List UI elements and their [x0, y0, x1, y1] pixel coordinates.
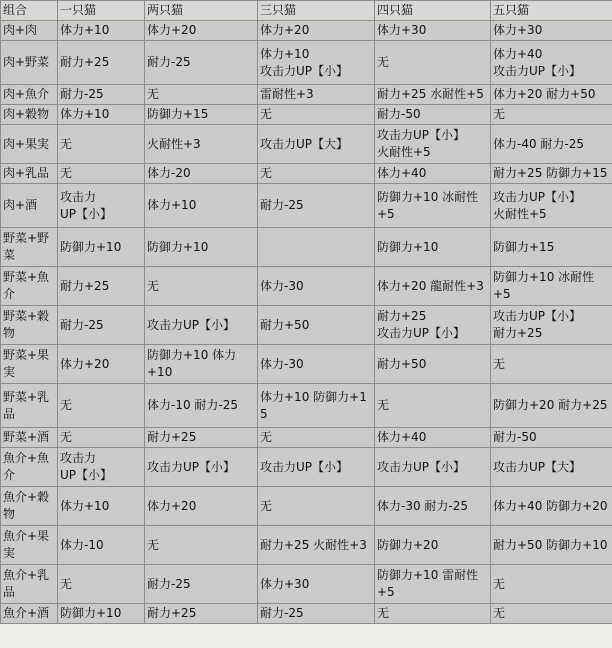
cell-two-cats: 无 [145, 267, 257, 305]
cell-one-cat: 体力+10 [58, 21, 144, 40]
cell-four-cats: 耐力+25 攻击力UP【小】 [375, 306, 490, 344]
cell-four-cats: 体力-30 耐力-25 [375, 487, 490, 525]
table-row [1, 345, 612, 383]
cell-three-cats: 耐力-25 [258, 604, 374, 623]
cell-four-cats: 耐力+25 水耐性+5 [375, 85, 490, 104]
cell-combination: 魚介+果実 [1, 526, 57, 564]
cell-three-cats: 耐力+50 [258, 306, 374, 344]
cell-three-cats: 耐力+25 火耐性+3 [258, 526, 374, 564]
cell-four-cats: 防御力+10 [375, 228, 490, 266]
cell-combination: 野菜+魚介 [1, 267, 57, 305]
header-two-cats: 两只猫 [145, 1, 257, 20]
cell-one-cat: 耐力-25 [58, 85, 144, 104]
cell-one-cat: 无 [58, 565, 144, 603]
cell-two-cats: 体力+20 [145, 21, 257, 40]
table-row [1, 306, 612, 344]
cell-five-cats: 体力+40 防御力+20 [491, 487, 612, 525]
cell-one-cat: 无 [58, 125, 144, 163]
table-body [1, 21, 612, 623]
cell-one-cat: 耐力+25 [58, 41, 144, 84]
cell-four-cats: 攻击力UP【小】 [375, 448, 490, 486]
cell-one-cat: 体力+10 [58, 487, 144, 525]
cell-four-cats: 无 [375, 604, 490, 623]
cell-three-cats: 攻击力UP【大】 [258, 125, 374, 163]
cell-three-cats: 无 [258, 487, 374, 525]
cell-four-cats: 耐力-50 [375, 105, 490, 124]
cell-five-cats: 防御力+15 [491, 228, 612, 266]
cell-five-cats: 体力+30 [491, 21, 612, 40]
cell-five-cats: 攻击力UP【大】 [491, 448, 612, 486]
cell-three-cats: 体力+10 攻击力UP【小】 [258, 41, 374, 84]
cell-four-cats: 体力+30 [375, 21, 490, 40]
cell-one-cat: 耐力+25 [58, 267, 144, 305]
cell-two-cats: 无 [145, 85, 257, 104]
table-row [1, 565, 612, 603]
cell-two-cats: 体力+10 [145, 184, 257, 227]
cell-one-cat: 无 [58, 428, 144, 447]
cell-one-cat: 无 [58, 384, 144, 427]
cell-one-cat: 体力+10 [58, 105, 144, 124]
table-row [1, 105, 612, 124]
table-row [1, 428, 612, 447]
cell-one-cat: 攻击力 UP【小】 [58, 184, 144, 227]
cell-two-cats: 防御力+15 [145, 105, 257, 124]
cell-combination: 魚介+酒 [1, 604, 57, 623]
cell-one-cat: 体力-10 [58, 526, 144, 564]
cell-four-cats: 攻击力UP【小】 火耐性+5 [375, 125, 490, 163]
header-three-cats: 三只猫 [258, 1, 374, 20]
cell-four-cats: 防御力+10 冰耐性 +5 [375, 184, 490, 227]
cell-combination: 野菜+果実 [1, 345, 57, 383]
cell-five-cats: 无 [491, 565, 612, 603]
cell-one-cat: 攻击力 UP【小】 [58, 448, 144, 486]
cell-combination: 肉+魚介 [1, 85, 57, 104]
cell-five-cats: 耐力+50 防御力+10 [491, 526, 612, 564]
cell-three-cats: 耐力-25 [258, 184, 374, 227]
cell-five-cats: 体力-40 耐力-25 [491, 125, 612, 163]
cell-four-cats: 体力+40 [375, 164, 490, 183]
cell-three-cats: 雷耐性+3 [258, 85, 374, 104]
cell-three-cats: 无 [258, 105, 374, 124]
cell-four-cats: 无 [375, 384, 490, 427]
cell-four-cats: 体力+40 [375, 428, 490, 447]
table-row [1, 604, 612, 623]
header-four-cats: 四只猫 [375, 1, 490, 20]
cell-five-cats: 防御力+10 冰耐性 +5 [491, 267, 612, 305]
cell-combination: 魚介+魚介 [1, 448, 57, 486]
cell-two-cats: 火耐性+3 [145, 125, 257, 163]
cell-combination: 肉+乳品 [1, 164, 57, 183]
cell-three-cats: 攻击力UP【小】 [258, 448, 374, 486]
cell-four-cats: 防御力+20 [375, 526, 490, 564]
table-row [1, 85, 612, 104]
cell-five-cats: 无 [491, 604, 612, 623]
cell-three-cats: 体力-30 [258, 267, 374, 305]
cell-combination: 野菜+穀物 [1, 306, 57, 344]
table-row [1, 384, 612, 427]
cell-five-cats: 攻击力UP【小】 火耐性+5 [491, 184, 612, 227]
cell-two-cats: 体力+20 [145, 487, 257, 525]
cell-four-cats: 体力+20 龍耐性+3 [375, 267, 490, 305]
header-row [1, 1, 612, 20]
cell-three-cats: 体力+10 防御力+15 [258, 384, 374, 427]
table-row [1, 41, 612, 84]
cell-five-cats: 无 [491, 345, 612, 383]
cell-combination: 肉+肉 [1, 21, 57, 40]
cell-three-cats: 无 [258, 164, 374, 183]
table-row [1, 184, 612, 227]
cell-two-cats: 无 [145, 526, 257, 564]
cell-four-cats: 防御力+10 雷耐性 +5 [375, 565, 490, 603]
table-row [1, 526, 612, 564]
cell-five-cats: 体力+20 耐力+50 [491, 85, 612, 104]
cell-one-cat: 耐力-25 [58, 306, 144, 344]
cell-three-cats: 体力-30 [258, 345, 374, 383]
cell-three-cats: 体力+20 [258, 21, 374, 40]
cell-combination: 肉+穀物 [1, 105, 57, 124]
cell-combination: 魚介+乳品 [1, 565, 57, 603]
cell-two-cats: 防御力+10 [145, 228, 257, 266]
cell-four-cats: 无 [375, 41, 490, 84]
cell-two-cats: 耐力-25 [145, 41, 257, 84]
cell-combination: 肉+酒 [1, 184, 57, 227]
cell-two-cats: 体力-10 耐力-25 [145, 384, 257, 427]
cell-five-cats: 体力+40 攻击力UP【小】 [491, 41, 612, 84]
cell-combination: 野菜+野菜 [1, 228, 57, 266]
header-one-cat: 一只猫 [58, 1, 144, 20]
cell-five-cats: 防御力+20 耐力+25 [491, 384, 612, 427]
cell-combination: 魚介+穀物 [1, 487, 57, 525]
cell-five-cats: 无 [491, 105, 612, 124]
cell-three-cats [258, 228, 374, 266]
cell-combination: 肉+野菜 [1, 41, 57, 84]
cell-two-cats: 耐力-25 [145, 565, 257, 603]
cell-combination: 肉+果実 [1, 125, 57, 163]
cell-five-cats: 耐力+25 防御力+15 [491, 164, 612, 183]
cell-five-cats: 耐力-50 [491, 428, 612, 447]
cell-three-cats: 体力+30 [258, 565, 374, 603]
cell-combination: 野菜+酒 [1, 428, 57, 447]
cell-one-cat: 无 [58, 164, 144, 183]
cell-five-cats: 攻击力UP【小】 耐力+25 [491, 306, 612, 344]
table-row [1, 448, 612, 486]
header-five-cats: 五只猫 [491, 1, 612, 20]
cell-two-cats: 耐力+25 [145, 428, 257, 447]
cell-two-cats: 体力-20 [145, 164, 257, 183]
table-row [1, 228, 612, 266]
table-row [1, 487, 612, 525]
header-combination: 组合 [1, 1, 57, 20]
table-row [1, 21, 612, 40]
cell-one-cat: 体力+20 [58, 345, 144, 383]
cell-two-cats: 攻击力UP【小】 [145, 306, 257, 344]
cell-two-cats: 耐力+25 [145, 604, 257, 623]
table-row [1, 164, 612, 183]
cell-two-cats: 防御力+10 体力 +10 [145, 345, 257, 383]
cell-combination: 野菜+乳品 [1, 384, 57, 427]
table-row [1, 267, 612, 305]
cell-two-cats: 攻击力UP【小】 [145, 448, 257, 486]
table-row [1, 125, 612, 163]
cell-one-cat: 防御力+10 [58, 604, 144, 623]
cell-one-cat: 防御力+10 [58, 228, 144, 266]
cell-four-cats: 耐力+50 [375, 345, 490, 383]
cell-three-cats: 无 [258, 428, 374, 447]
